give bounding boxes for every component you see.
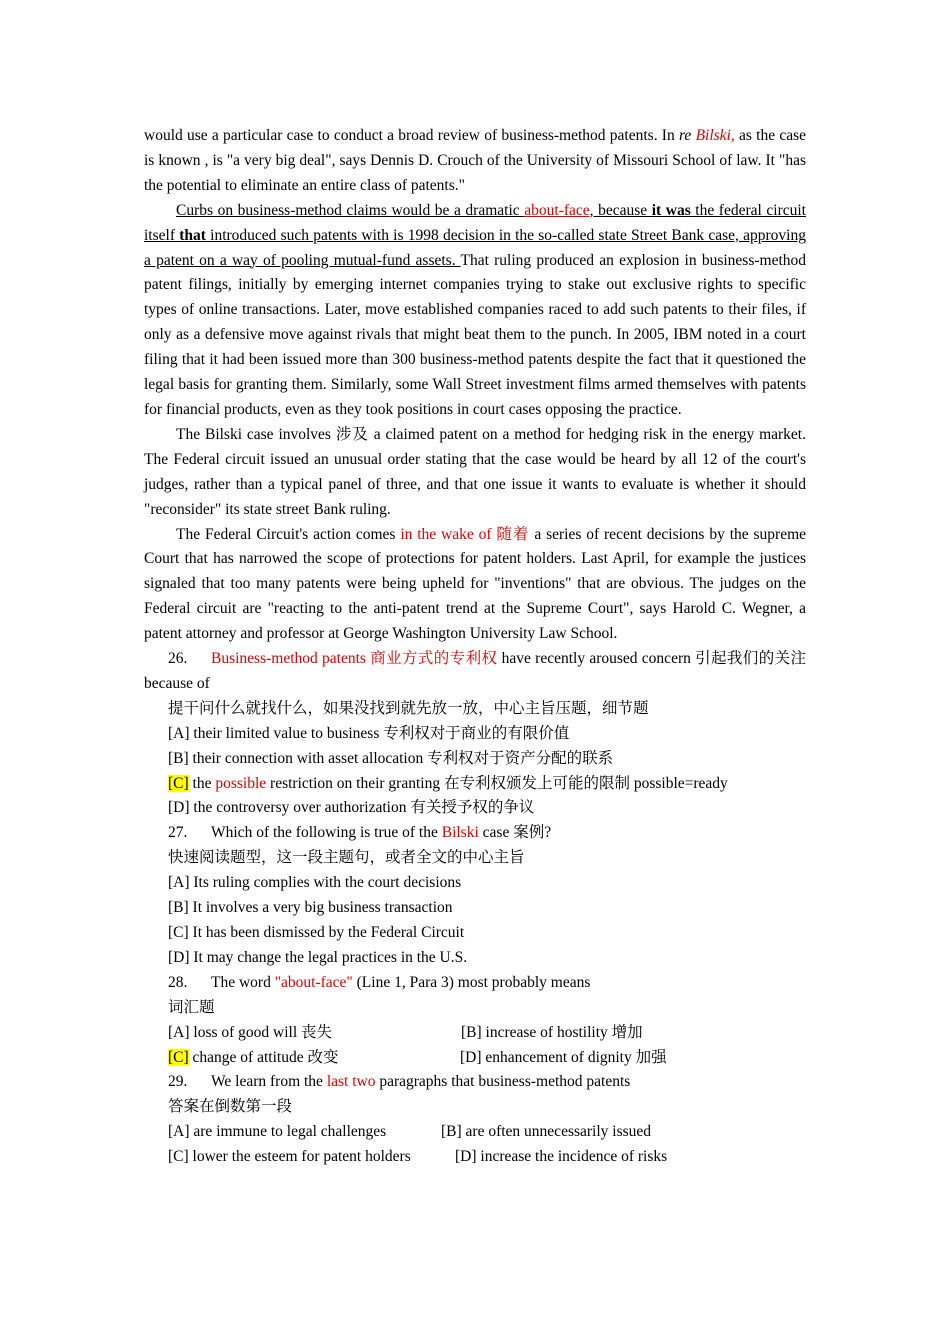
option-29-b: [B] are often unnecessarily issued <box>441 1123 652 1141</box>
question-26-stem <box>144 647 806 697</box>
question-text: We learn from the <box>211 1073 327 1091</box>
option-27-d: [D] It may change the legal practices in the U.S. <box>168 948 468 966</box>
last-two-highlight: last two <box>326 1073 376 1091</box>
option-27-a: [A] Its ruling complies with the court decisions <box>168 874 462 892</box>
option-text: change of attitude 改变 <box>188 1048 339 1066</box>
question-text: Which of the following is true of the <box>211 824 442 842</box>
question-text: paragraphs that business-method patents <box>375 1073 631 1091</box>
question-26-text: have recently aroused concern 引起我们的关注 because of <box>144 650 806 692</box>
question-26-note: 提干问什么就找什么，如果没找到就先放一放，中心主旨压题，细节题 <box>168 699 649 717</box>
question-27-stem <box>144 821 806 846</box>
about-face-highlight: "about-face" <box>274 973 353 991</box>
paragraph-2-text: That ruling produced an explosion in business-method patent filings, initially by emerging internet companies trying to stake out exclusive rights to specific types of online transactions. Later, move established companies raced to add such patents to their files, if only as a defensive move against rivals that might beat them to the punch. In 2005, IBM noted in a court filing that it had been issued more than 300 business-method patents despite the fact that it questioned the legal basis for granting them. Similarly, some Wall Street investment films armed themselves with patents for financial products, even as they took positions in court cases opposing the practice. <box>144 251 807 418</box>
document-page <box>144 124 806 1170</box>
options-29-ab <box>144 1120 806 1145</box>
options-29-cd <box>144 1145 806 1170</box>
bilski-highlight: Bilski, <box>695 127 735 144</box>
option-27-c: [C] It has been dismissed by the Federal Circuit <box>168 924 465 941</box>
bilski-highlight: Bilski <box>441 824 479 842</box>
paragraph-1-text-end: as the case is known , is "a very big deal", says Dennis D. Crouch of the University of Missouri School of law. It "has the potential to eliminate an entire class of patents." <box>144 127 806 194</box>
question-number: 28. <box>168 973 188 991</box>
option-28-d: [D] enhancement of dignity 加强 <box>460 1048 667 1066</box>
paragraph-4 <box>144 523 806 648</box>
option-26-a: [A] their limited value to business 专利权对于商业的有限价值 <box>168 724 570 742</box>
bold-it-was: it was <box>651 201 691 219</box>
option-28-b: [B] increase of hostility 增加 <box>461 1023 643 1041</box>
question-29-stem <box>144 1070 806 1095</box>
question-text: The word <box>211 973 275 991</box>
question-27-note: 快速阅读题型，这一段主题句，或者全文的中心主旨 <box>168 849 525 867</box>
answer-highlight: [C] <box>168 774 189 792</box>
option-26-c <box>144 772 806 797</box>
paragraph-4-text-end: a series of recent decisions by the supreme Court that has narrowed the scope of protections for patent holders. Last April, for example the justices signaled that too many patents were being upheld for "inventions" that are obvious. The judges on the Federal circuit are "reacting to the anti-patent trend at the Supreme Court", says Harold C. Wegner, a patent attorney and professor at George Washington University Law School. <box>144 525 807 643</box>
underlined-text: , because <box>589 201 652 219</box>
question-number: 29. <box>168 1073 188 1091</box>
underlined-text: Curbs on business-method claims would be a dramatic <box>176 201 525 219</box>
bold-that: that <box>179 226 206 244</box>
option-27-b: [B] It involves a very big business transaction <box>168 899 453 917</box>
question-text: case 案例? <box>478 824 552 842</box>
option-26-b: [B] their connection with asset allocation 专利权对于资产分配的联系 <box>168 749 614 767</box>
options-28-ab <box>144 1021 806 1046</box>
question-26-highlight: Business-method patents 商业方式的专利权 <box>211 650 498 668</box>
option-text: the <box>188 774 216 792</box>
case-prefix: re <box>678 127 692 144</box>
paragraph-2 <box>144 199 806 423</box>
paragraph-3: The Bilski case involves 涉及 a claimed patent on a method for hedging risk in the energy market. The Federal circuit issued an unusual order stating that the case would be heard by all 12 of the court's judges, rather than a typical panel of three, and that one issue it wants to evaluate is whether it should "reconsider" its state street Bank ruling. <box>144 425 806 518</box>
options-28-cd <box>144 1046 806 1071</box>
question-number: 26. <box>168 650 188 668</box>
paragraph-1 <box>144 124 806 199</box>
in-the-wake-of-highlight: in the wake of 随着 <box>400 525 530 543</box>
option-text: restriction on their granting 在专利权颁发上可能的限制 possible=ready <box>266 774 728 792</box>
question-29-note: 答案在倒数第一段 <box>168 1098 293 1116</box>
paragraph-1-text: would use a particular case to conduct a broad review of business-method patents. In <box>144 127 679 144</box>
question-28-stem <box>144 971 806 996</box>
about-face-highlight: about-face <box>524 201 590 219</box>
option-29-c: [C] lower the esteem for patent holders <box>168 1148 411 1166</box>
option-26-d: [D] the controversy over authorization 有关授予权的争议 <box>168 799 535 817</box>
question-number: 27. <box>168 824 188 842</box>
option-29-d: [D] increase the incidence of risks <box>455 1148 668 1166</box>
paragraph-4-text: The Federal Circuit's action comes <box>176 525 401 543</box>
underlined-text: the federal circuit itself <box>144 201 806 244</box>
answer-highlight: [C] <box>168 1048 189 1066</box>
question-28-note: 词汇题 <box>168 998 215 1016</box>
possible-highlight: possible <box>215 774 267 792</box>
option-28-a: [A] loss of good will 丧失 <box>168 1023 333 1041</box>
question-text: (Line 1, Para 3) most probably means <box>352 973 591 991</box>
underlined-text: introduced such patents with is 1998 decision in the so-called state Street Bank case, approving a patent on a way of pooling mutual-fund assets. <box>144 226 806 269</box>
option-29-a: [A] are immune to legal challenges <box>168 1123 387 1141</box>
option-28-c <box>168 1046 460 1071</box>
